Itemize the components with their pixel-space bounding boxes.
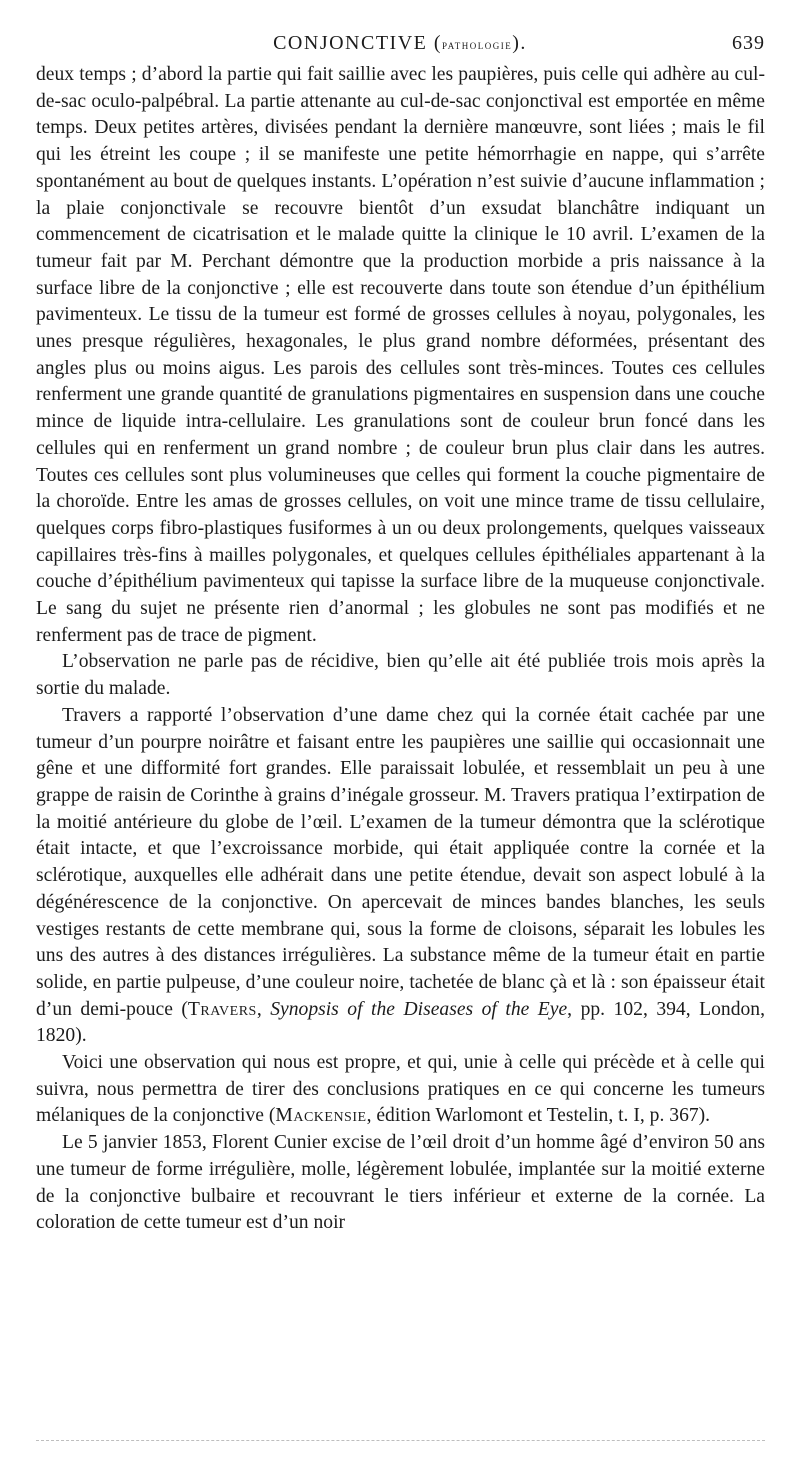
paragraph-travers — [36, 703, 765, 1050]
paragraph-observation — [36, 1050, 765, 1130]
running-title-paren-close: ). — [512, 32, 527, 54]
citation-title: Synopsis of the Diseases of the Eye — [270, 998, 568, 1020]
citation-author-travers: Travers — [187, 998, 257, 1020]
citation-edition: , édition Warlomont et Testelin, t. I, p. 367). — [366, 1105, 711, 1127]
citation-comma: , — [256, 998, 271, 1020]
paragraph-travers-text: Travers a rapporté l’observation d’une dame chez qui la cornée était cachée par une tumeur d’un pourpre noirâtre et faisant entre les paupières une saillie qui occasionnait une gêne et une difformité fort grandes. Elle paraissait lobulée, et ressemblait un peu à une grappe de raisin de Corinthe à grains d’inégale grosseur. M. Travers pratiqua l’extirpation de la moitié antérieure du globe de l’œil. L’examen de la tumeur démontra que la sclérotique était intacte, et que l’excroissance morbide, qui était appliquée contre la cornée et la sclérotique, auxquelles elle adhérait dans une petite étendue, devait son aspect lobulé à la dégénérescence de la conjonctive. On apercevait de minces bandes blanches, les seuls vestiges restants de cette membrane qui, sous la forme de cloisons, séparait les lobules les uns des autres à des distances irrégulières. La substance même de la tumeur était en partie solide, en partie pulpeuse, d’une couleur noire, tachetée de blanc çà et là : son épaisseur était d’un demi-pouce ( — [36, 704, 765, 1020]
running-title-sub: pathologie — [442, 37, 513, 52]
paragraph-cunier: Le 5 janvier 1853, Florent Cunier excise de l’œil droit d’un homme âgé d’environ 50 ans une tumeur de forme irrégulière, molle, légèrement lobulée, implantée sur la moitié externe de la conjonctive bulbaire et recouvrant le tiers inférieur et externe de la cornée. La coloration de cette tumeur est d’un noir — [36, 1132, 765, 1234]
footer-rule — [36, 1440, 765, 1441]
citation-author-mackensie: Mackensie — [275, 1105, 367, 1127]
running-title-paren-open: ( — [433, 32, 443, 54]
paragraph-continued: deux temps ; d’abord la partie qui fait saillie avec les paupières, puis celle qui adhère au cul-de-sac oculo-palpébral. La partie attenante au cul-de-sac conjonctival est emportée en même temps. Deux petites artères, divisées pendant la dernière manœuvre, sont liées ; mais le fil qui les étreint les coupe ; il se manifeste une petite hémorrhagie en nappe, qui s’arrête spontanément au bout de quelques instants. L’opération n’est suivie d’aucune inflammation ; la plaie conjonctivale se recouvre bientôt d’un exsudat blanchâtre indiquant un commencement de cicatrisation et le malade quitte la clinique le 10 avril. L’examen de la tumeur fait par M. Perchant démontre que la production morbide a pris naissance à la surface libre de la conjonctive ; elle est recouverte dans toute son étendue d’un épithélium pavimenteux. Le tissu de la tumeur est formé de grosses cellules à noyau, polygonales, les unes presque régulières, hexagonales, le plus grand nombre déformées, présentant des angles plus ou moins aigus. Les parois des cellules sont très-minces. Toutes ces cellules renferment une grande quantité de granulations pigmentaires en suspension dans une couche mince de liquide intra-cellulaire. Les granulations sont de couleur brun foncé dans les cellules qui en renferment un grand nombre ; de couleur brun plus clair dans les autres. Toutes ces cellules sont plus volumineuses que celles qui forment la couche pigmentaire de la choroïde. Entre les amas de grosses cellules, on voit une mince trame de tissu cellulaire, quelques corps fibro-plastiques fusiformes à un ou deux prolongements, quelques vaisseaux capillaires très-fins à mailles polygonales, et quelques cellules épithéliales appartenant à la couche d’épithélium pavimenteux qui tapisse la surface libre de la muqueuse conjonctivale. Le sang du sujet ne présente rien d’anormal ; les globules ne sont pas modifiés et ne renferment pas de trace de pigment. — [36, 64, 765, 646]
paragraph-observation-text: Voici une observation qui nous est propre, et qui, unie à celle qui précède et à celle qui suivra, nous permettra de tirer des conclusions pratiques en ce qui concerne les tumeurs mélaniques de la conjonctive ( — [36, 1052, 765, 1127]
citation-details: , pp. 102, 394, London, 1820). — [36, 998, 765, 1047]
running-title — [0, 30, 800, 58]
paragraph-recidive: L’observation ne parle pas de récidive, bien qu’elle ait été publiée trois mois après la sortie du malade. — [36, 651, 765, 700]
page-number: 639 — [732, 32, 765, 54]
body-text — [36, 62, 765, 1237]
page-header — [0, 30, 800, 56]
running-title-main: CONJONCTIVE — [273, 32, 428, 54]
